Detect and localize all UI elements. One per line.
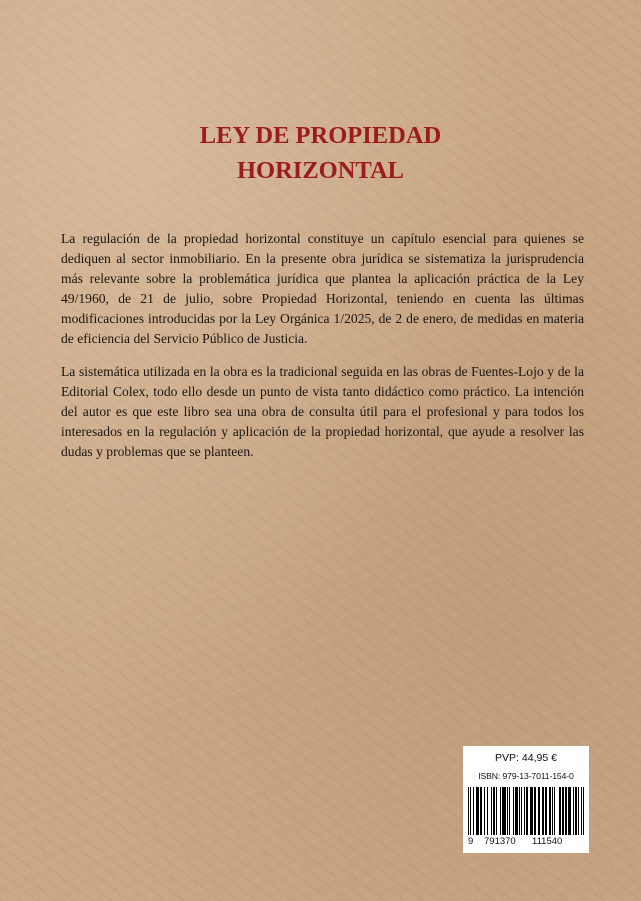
barcode-bar [500, 787, 501, 835]
barcode-bar [502, 787, 506, 835]
barcode-bar [468, 787, 469, 835]
barcode-bar [554, 787, 555, 835]
barcode-bar [484, 787, 485, 835]
barcode-bar [559, 787, 561, 835]
barcode-bar [581, 787, 582, 835]
barcode-bar [575, 787, 577, 835]
barcode-bar [519, 787, 520, 835]
barcode-bar [545, 787, 547, 835]
barcode-bar [538, 787, 540, 835]
barcode-bar [568, 787, 571, 835]
barcode-bar [521, 787, 522, 835]
barcode-bar [542, 787, 544, 835]
barcode-bar [513, 787, 514, 835]
barcode-bar [507, 787, 508, 835]
barcode-bar [562, 787, 564, 835]
barcode-bar [549, 787, 551, 835]
book-title [0, 118, 641, 188]
barcode-left-digits: 791370 [484, 836, 516, 847]
barcode-bar [524, 787, 525, 835]
barcode-bar [476, 787, 479, 835]
barcode-bar [534, 787, 536, 835]
barcode-icon [468, 787, 584, 835]
book-title-line-1: LEY DE PROPIEDAD [199, 122, 442, 149]
barcode-bar [480, 787, 482, 835]
isbn-label: ISBN: 979-13-7011-154-0 [478, 771, 574, 781]
barcode-bar [496, 787, 497, 835]
price-label: PVP: 44,95 € [495, 752, 557, 764]
barcode-bar [530, 787, 533, 835]
synopsis-paragraph-1: La regulación de la propiedad horizontal constituye un capítulo esencial para quienes se dediquen al sector inmobiliario. En la presente obra jurídica se sistematiza la jurisprudencia más relevante sobre la problemática jurídica que plantea la aplicación práctica de la Ley 49/1960, de 21 de julio, sobre Propiedad Horizontal, teniendo en cuenta las últimas modificaciones introducidas por la Ley Orgánica 1/2025, de 2 de enero, de medidas en materia de eficiencia del Servicio Público de Justicia. [61, 231, 584, 346]
barcode-first-digit: 9 [468, 836, 474, 847]
barcode-bar [491, 787, 492, 835]
barcode-bar [470, 787, 471, 835]
barcode-digits [468, 836, 584, 848]
barcode-bar [552, 787, 553, 835]
synopsis [61, 229, 584, 475]
barcode-bar [578, 787, 579, 835]
book-title-line-2: HORIZONTAL [237, 157, 404, 184]
barcode-bar [583, 787, 584, 835]
barcode-bar [487, 787, 488, 835]
barcode-right-digits: 111540 [532, 836, 563, 847]
price-barcode-box [463, 746, 589, 853]
barcode-bar [473, 787, 474, 835]
barcode-bar [526, 787, 528, 835]
barcode-bar [515, 787, 518, 835]
barcode-bar [509, 787, 510, 835]
barcode-bar [573, 787, 574, 835]
barcode-bar [565, 787, 567, 835]
synopsis-paragraph-2: La sistemática utilizada en la obra es la tradicional seguida en las obras de Fuentes-Lojo y de la Editorial Colex, todo ello desde un punto de vista tanto didáctico como práctico. La intención del autor es que este libro sea una obra de consulta útil para el profesional y para todos los interesados en la regulación y aplicación de la propiedad horizontal, que ayude a resolver las dudas y problemas que se planteen. [61, 364, 584, 459]
barcode-bar [493, 787, 495, 835]
